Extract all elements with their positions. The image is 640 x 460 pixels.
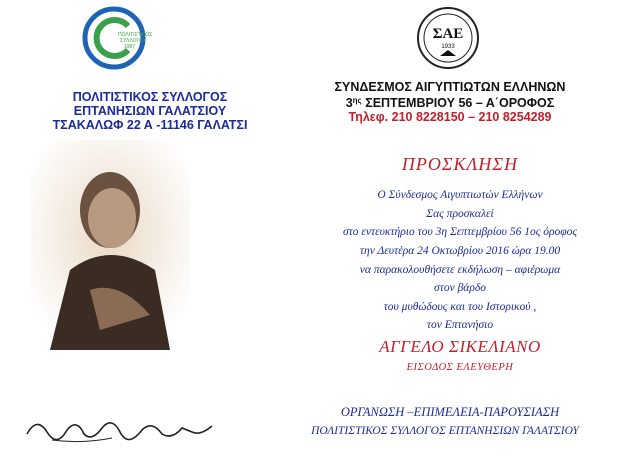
invitation-line: Ο Σύνδεσμος Αιγυπτιωτών Ελλήνων — [377, 189, 543, 201]
honoree-name: ΑΓΓΕΛΟ ΣΙΚΕΛΙΑΝΟ — [379, 337, 541, 356]
invitation-line: να παρακολουθήσετε εκδήλωση – αφιέρωμα — [359, 264, 561, 276]
left-org-subname: ΕΠΤΑΝΗΣΙΩΝ ΓΑΛΑΤΣΙΟΥ — [73, 104, 227, 118]
invitation-line: του μυθώδους και του Ιστορικού , — [383, 301, 537, 313]
svg-text:1933: 1933 — [441, 44, 455, 50]
right-org-phone: Τηλεφ. 210 8228150 – 210 8254289 — [348, 110, 552, 124]
invitation-line: στο εντευκτήριο του 3η Σεπτεμβρίου 56 1ος όροφος — [342, 226, 578, 238]
organizer-name: ΠΟΛΙΤΙΣΤΙΚΟΣ ΣΥΛΛΟΓΟΣ ΕΠΤΑΝΗΣΙΩΝ ΓΑΛΑΤΣΙΟΥ — [311, 425, 579, 437]
svg-text:ΣΥΛΛΟΓΟΣ: ΣΥΛΛΟΓΟΣ — [120, 38, 147, 44]
invitation-date: την Δευτέρα 24 Οκτωβρίου 2016 ώρα 19.00 — [359, 245, 561, 257]
svg-text:1987: 1987 — [124, 44, 136, 50]
invitation-title: ΠΡΟΣΚΛΗΣΗ — [401, 154, 519, 174]
portrait-photo — [30, 140, 190, 350]
right-org-name: ΣΥΝΔΕΣΜΟΣ ΑΙΓΥΠΤΙΩΤΩΝ ΕΛΛΗΝΩΝ — [334, 80, 566, 94]
left-org-name: ΠΟΛΙΤΙΣΤΙΚΟΣ ΣΥΛΛΟΓΟΣ — [72, 90, 228, 104]
invitation-line: τον Επτανήσιο — [426, 319, 494, 331]
organizer-heading: ΟΡΓΑΝΩΣΗ –ΕΠΙΜΕΛΕΙΑ-ΠΑΡΟΥΣΙΑΣΗ — [340, 405, 560, 419]
left-org-address: ΤΣΑΚΑΛΩΦ 22 Α -11146 ΓΑΛΑΤΣΙ — [52, 118, 248, 132]
invitation-line: στον βάρδο — [434, 282, 486, 294]
svg-text:ΣΑΕ: ΣΑΕ — [432, 26, 464, 42]
sae-emblem-logo — [416, 6, 480, 70]
left-organization-block — [40, 90, 260, 132]
cultural-association-logo — [82, 6, 153, 70]
invitation-line: Σας προσκαλεί — [426, 208, 494, 220]
svg-text:ΠΟΛΙΤΙΣΤΙΚΟΣ: ΠΟΛΙΤΙΣΤΙΚΟΣ — [118, 32, 153, 38]
handwritten-signature — [22, 406, 222, 448]
free-entry-note: ΕΙΣΟΔΟΣ ΕΛΕΥΘΕΡΗ — [406, 362, 514, 373]
right-org-address: $3^{\eta\varsigma}$ ΣΕΠΤΕΜΒΡΙΟΥ 56 – Α΄ΟΡΟΦΟΣ — [345, 96, 555, 110]
right-organization-block — [330, 80, 570, 124]
